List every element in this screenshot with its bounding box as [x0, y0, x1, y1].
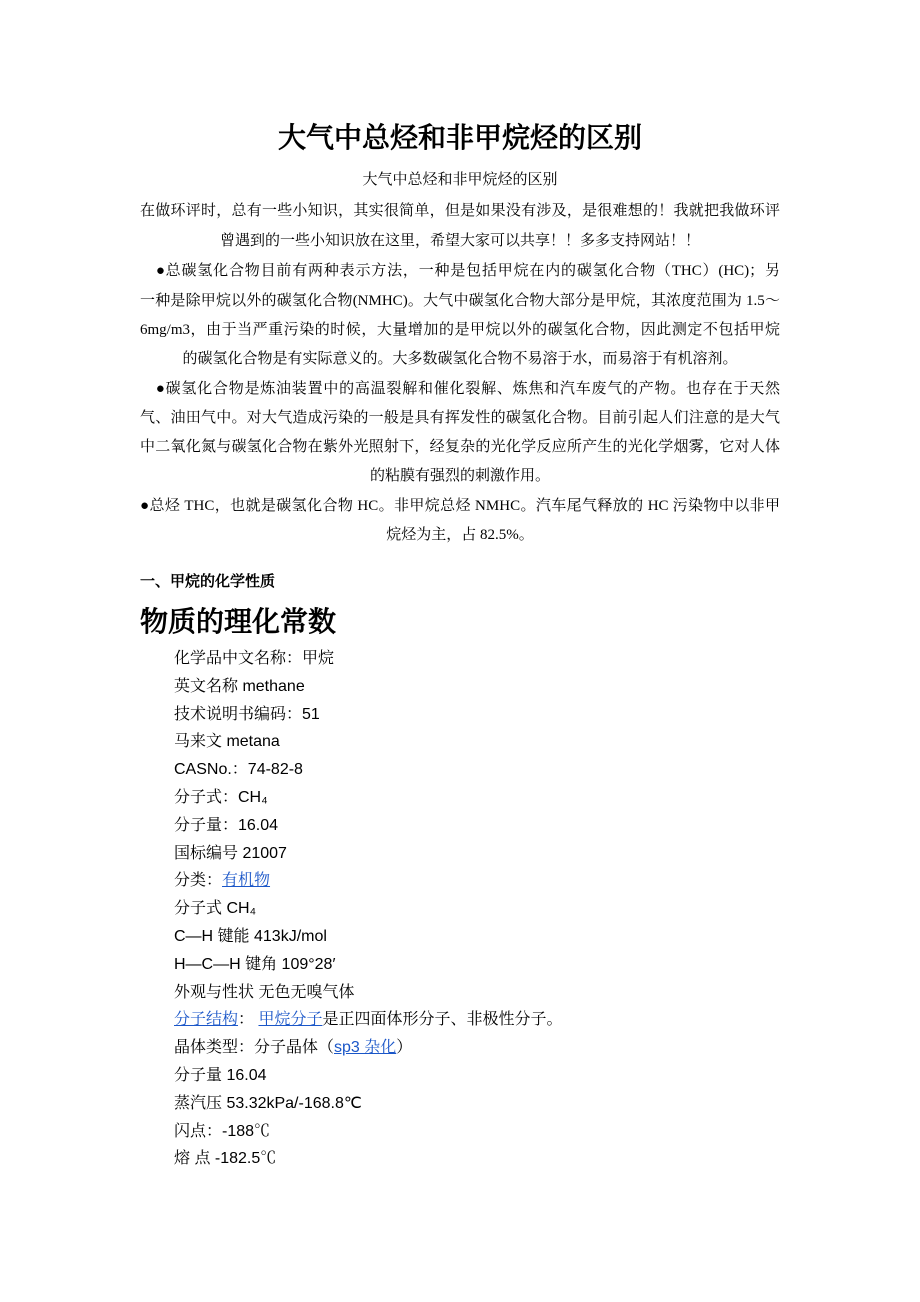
property-item: C—H 键能 413kJ/mol [174, 928, 327, 945]
property-item [174, 871, 270, 891]
paragraph-line: 的碳氢化合物是有实际意义的。大多数碳氢化合物不易溶于水，而易溶于有机溶剂。 [182, 351, 738, 367]
paragraph-line: 烷烃为主，占 82.5%。 [386, 527, 534, 543]
paragraph-line: 一种是除甲烷以外的碳氢化合物(NMHC)。大气中碳氢化合物大部分是甲烷，其浓度范围为 1.5～ [140, 293, 780, 309]
property-item: 英文名称 methane [174, 677, 305, 695]
property-item: 化学品中文名称：甲烷 [174, 650, 335, 667]
property-item: 分子量 16.04 [174, 1067, 267, 1084]
link[interactable]: 分子结构 [174, 1011, 239, 1029]
property-item: 闪点：-188℃ [174, 1122, 271, 1140]
sub-heading: 物质的理化常数 [140, 606, 337, 637]
paragraph-line: 中二氧化氮与碳氢化合物在紫外光照射下，经复杂的光化学反应所产生的光化学烟雾，它对人体 [140, 439, 780, 455]
text: ： [238, 1011, 259, 1029]
property-item: 技术说明书编码：51 [174, 705, 320, 723]
link[interactable]: 甲烷分子 [258, 1011, 323, 1029]
paragraph-line: 在做环评时，总有一些小知识，其实很简单，但是如果没有涉及，是很难想的！我就把我做环评 [140, 203, 780, 219]
paragraph-line: ●总碳氢化合物目前有两种表示方法，一种是包括甲烷在内的碳氢化合物（THC）(HC)；另 [140, 263, 780, 279]
text: 晶体类型：分子晶体（ [174, 1039, 335, 1057]
text: 是正四面体形分子、非极性分子。 [322, 1011, 563, 1029]
property-item: 熔 点 -182.5℃ [174, 1150, 277, 1168]
paragraph-line: 气、油田气中。对大气造成污染的一般是具有挥发性的碳氢化合物。目前引起人们注意的是大气 [140, 410, 780, 426]
paragraph-line: 曾遇到的一些小知识放在这里，希望大家可以共享！！多多支持网站！！ [219, 233, 700, 249]
text: 分类： [174, 872, 223, 890]
property-item: 分子式：CH₄ [174, 789, 268, 806]
paragraph-line: ●碳氢化合物是炼油装置中的高温裂解和催化裂解、炼焦和汽车废气的产物。也存在于天然 [140, 381, 780, 397]
property-item: 国标编号 21007 [174, 844, 287, 862]
paragraph-line: ●总烃 THC，也就是碳氢化合物 HC。非甲烷总烃 NMHC。汽车尾气释放的 HC 污染物中以非甲 [140, 498, 780, 514]
text: ） [396, 1039, 413, 1057]
section-heading: 一、甲烷的化学性质 [140, 573, 276, 590]
property-item [174, 1038, 412, 1058]
property-item: 蒸汽压 53.32kPa/-168.8℃ [174, 1094, 362, 1112]
property-item: H—C—H 键角 109°28′ [174, 955, 336, 973]
property-item: CASNo.：74-82-8 [174, 761, 303, 779]
property-item: 外观与性状 无色无嗅气体 [174, 983, 355, 1001]
paragraph-line: 大气中总烃和非甲烷烃的区别 [362, 172, 558, 188]
paragraph-line: 6mg/m3，由于当严重污染的时候，大量增加的是甲烷以外的碳氢化合物，因此测定不包括甲烷 [140, 322, 780, 338]
property-item [174, 1010, 563, 1030]
link[interactable]: 有机物 [222, 872, 271, 890]
property-item: 分子式 CH₄ [174, 900, 257, 918]
document-title: 大气中总烃和非甲烷烃的区别 [277, 123, 642, 154]
paragraph-line: 的粘膜有强烈的刺激作用。 [369, 468, 550, 484]
property-item: 马来文 metana [174, 733, 280, 751]
link[interactable]: sp3 杂化 [334, 1039, 397, 1057]
property-item: 分子量：16.04 [174, 816, 279, 834]
